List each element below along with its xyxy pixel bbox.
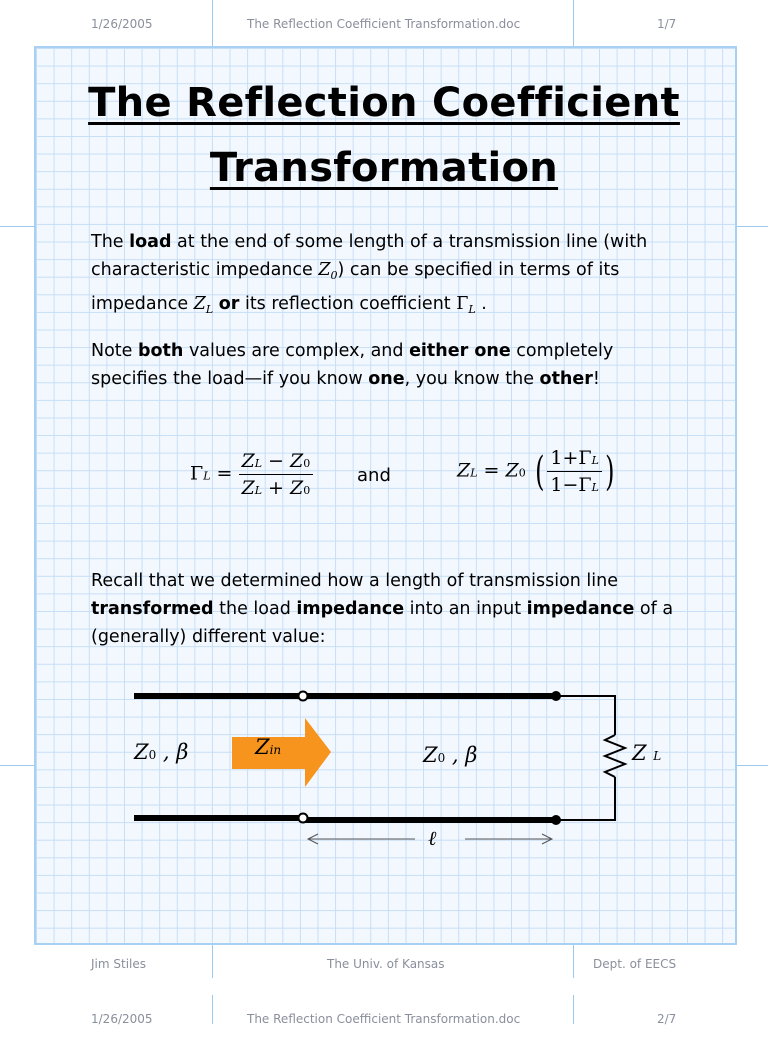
page-footer: [0, 945, 768, 985]
footer-divider: [573, 945, 574, 978]
header-date: 1/26/2005: [91, 17, 153, 31]
footer-divider: [212, 945, 213, 978]
footer-author: Jim Stiles: [91, 957, 147, 971]
page-title-line-1: The Reflection Coefficient: [88, 80, 680, 126]
footer-university: The Univ. of Kansas: [327, 957, 445, 971]
header-page-number: 1/7: [657, 17, 677, 31]
load-wire-top: [556, 696, 615, 735]
load-resistor-icon: [605, 735, 625, 777]
reflection-coefficient-equation: ΓL = $\frac{ZL - Z0}{ZL + Z0}$: [190, 450, 313, 499]
page-title-line-2: Transformation: [209, 145, 559, 191]
input-impedance-label: Zin: [255, 735, 282, 759]
next-header-divider: [212, 995, 213, 1024]
load-impedance-equation: ZL = Z0 ( $\frac{1+\Gamma L}{1-\Gamma L}$ ): [457, 447, 615, 496]
left-line-label: Z0 , β: [134, 740, 189, 764]
next-header-divider: [573, 995, 574, 1024]
next-header-page-number: 2/7: [657, 1012, 677, 1026]
paragraph-load: The load at the end of some length of a transmission line (with characteristic impedance $Z_0$) can be specified in terms of its impedance $Z_L$ or its reflection coefficient $\Gamma_L$ .: [91, 232, 648, 316]
input-impedance-arrow-icon: [232, 718, 331, 787]
port-node-bottom: [299, 814, 308, 823]
line-length-label: ℓ: [428, 826, 437, 850]
header-filename: The Reflection Coefficient Transformation.doc: [247, 17, 521, 31]
load-impedance-label: Z L: [632, 741, 662, 765]
footer-department: Dept. of EECS: [593, 957, 677, 971]
paragraph-both-values: Note both values are complex, and either one completely specifies the load—if you know one, you know the other!: [91, 341, 614, 389]
equation-connector: and: [357, 465, 391, 486]
line-label: Z0 , β: [423, 743, 478, 767]
load-wire-bottom: [556, 777, 615, 820]
next-header-date: 1/26/2005: [91, 1012, 153, 1026]
paragraph-recall: Recall that we determined how a length of transmission line transformed the load impedance into an input impedance of a (generally) different value:: [91, 571, 674, 647]
next-page-header: [0, 1000, 768, 1046]
next-header-filename: The Reflection Coefficient Transformation.doc: [247, 1012, 521, 1026]
port-node-top: [299, 692, 308, 701]
